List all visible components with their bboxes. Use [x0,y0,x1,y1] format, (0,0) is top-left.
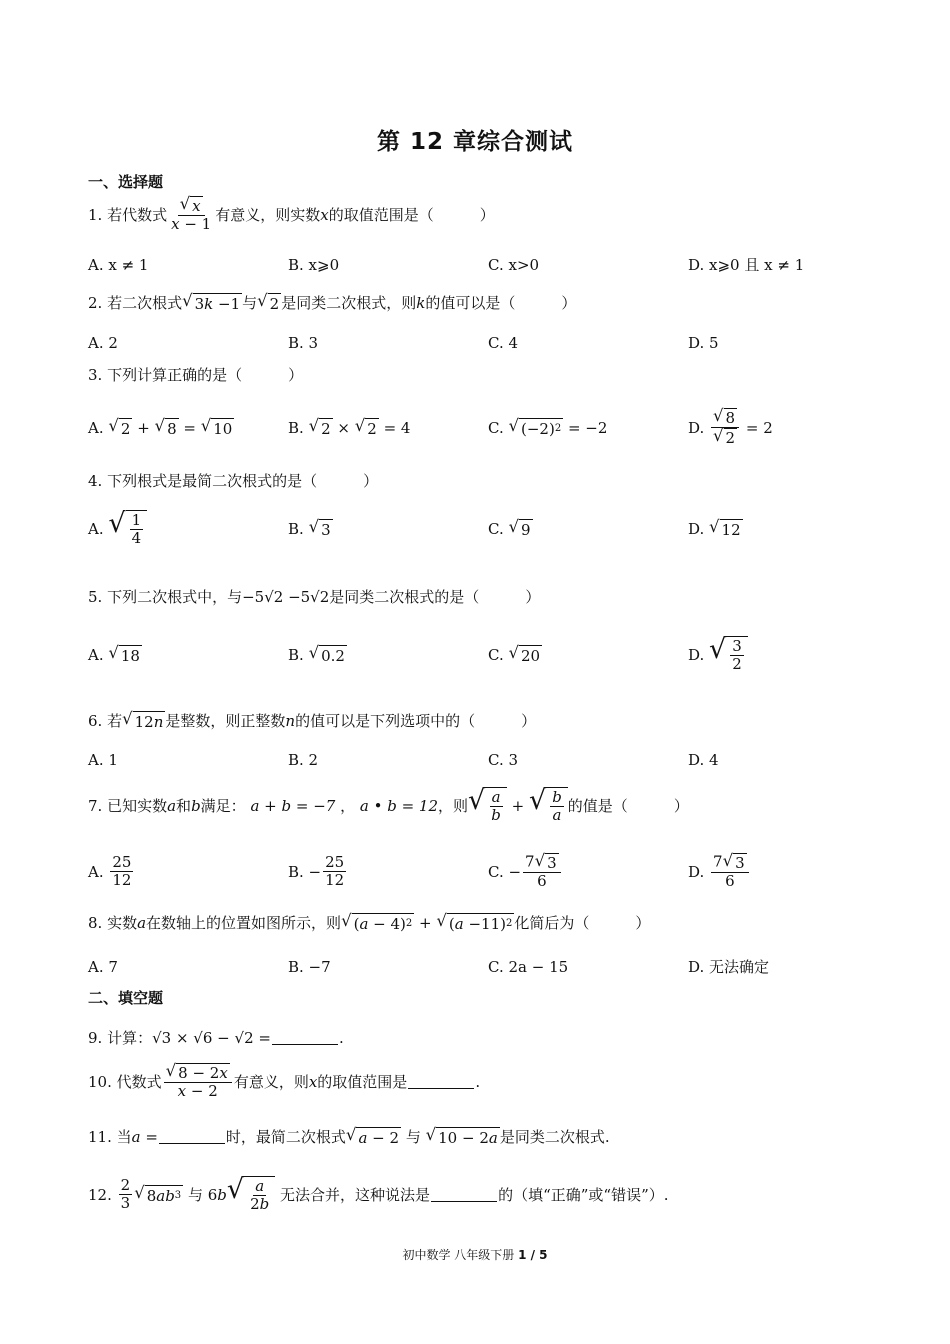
q12-radical-2: √ $\frac{a}{2b}$ [227,1176,275,1214]
q8-radical-1: √ ( a − 4) 2 [341,910,413,933]
question-8: 8. 实数 a 在数轴上的位置如图所示，则 √ ( a − 4) 2 + √ ( a −11) 2 化简后为（ ） [88,910,651,933]
q1-var: x [320,205,329,224]
section-choice-heading: 一、选择题 [88,173,164,191]
q3-options [88,408,888,448]
q4-option-c[interactable]: C. √ 9 [488,516,531,539]
question-3: 3. 下列计算正确的是（ ） [88,366,304,384]
q3-option-a[interactable]: A. √ 2 + √ 8 = √ 10 [88,415,233,438]
q1-fraction: √ x x − 1 [171,194,212,234]
q1-option-c[interactable]: C. x>0 [488,255,540,274]
q4-option-a[interactable]: A. √ $\frac{1}{4}$ [88,510,288,548]
q12-answer-blank[interactable] [431,1187,497,1202]
q7-radical-2: √ $\frac{b}{a}$ [529,787,568,825]
q2-option-b[interactable]: B. 3 [288,334,319,352]
q1-option-b[interactable]: B. x⩾0 [288,255,340,274]
q7-radical-1: √ $\frac{a}{b}$ [468,787,507,825]
q6-option-d[interactable]: D. 4 [688,751,719,769]
q3-option-c[interactable]: C. √ (−2) 2 = −2 [488,415,608,438]
q6-option-c[interactable]: C. 3 [488,751,519,769]
q7-option-a[interactable]: A. $\frac{25}{12}$ [88,853,132,890]
question-10: 10. 代数式 √ 8 − 2 x x − 2 有意义，则 x 的取值范围是 . [88,1061,481,1101]
question-5: 5. 下列二次根式中，与 −5√2 −5√2 是同类二次根式的是（ ） [88,587,541,606]
q4-option-d[interactable]: D. √ 12 [688,516,741,539]
q2-radical-1: √ 3 k −1 [182,290,241,313]
q1-text-mid: 有意义，则实数 [215,206,321,225]
q10-fraction: √ 8 − 2 x x − 2 [164,1063,232,1101]
question-9: 9. 计算： √3 × √6 − √2 = . [88,1028,344,1047]
q7-option-c[interactable]: C. − 7 √ 3 6 [488,853,688,891]
q2-option-d[interactable]: D. 5 [688,334,719,352]
page-footer [0,1246,950,1263]
q8-option-d[interactable]: D. 无法确定 [688,958,770,976]
q2-option-c[interactable]: C. 4 [488,334,519,352]
q8-option-b[interactable]: B. −7 [288,957,331,976]
q5-option-b[interactable]: B. √ 0.2 [288,642,345,665]
q4-option-b[interactable]: B. √ 3 [288,516,331,539]
q7-option-b[interactable]: B. − $\frac{25}{12}$ [288,853,345,890]
q1-option-a[interactable]: A. x ≠ 1 [88,255,149,274]
q3-option-d[interactable]: D. √ 8 √ 2 = 2 [688,406,773,448]
q5-option-d[interactable]: D. √ $\frac{3}{2}$ [688,636,888,674]
q11-answer-blank[interactable] [159,1129,225,1144]
question-11: 11. 当 a = 时，最简二次根式 √ a − 2 与 √ 10 − 2 a 是同类二次根式. [88,1124,610,1147]
q2-option-a[interactable]: A. 2 [88,334,118,352]
q1-text-pre: 1. 若代数式 [88,206,168,225]
page-number: 1 / 5 [518,1248,548,1262]
q6-options [88,751,888,769]
q9-expression: √3 × √6 − √2 = [152,1028,271,1047]
q2-radical-2: √ 2 [257,290,280,313]
question-4: 4. 下列根式是最简二次根式的是（ ） [88,472,379,490]
q5-expression: −5√2 −5√2 [242,587,330,606]
q2-options [88,334,888,352]
q1-options [88,254,888,275]
q5-option-a[interactable]: A. √ 18 [88,642,140,665]
q4-options [88,510,888,548]
q3-option-b[interactable]: B. √ 2 × √ 2 = 4 [288,415,411,438]
q12-fraction: $\frac{2}{3}$ [120,1176,131,1213]
q1-text-post: 的取值范围是（ [328,206,434,225]
q5-option-c[interactable]: C. √ 20 [488,642,541,665]
q8-option-c[interactable]: C. 2a − 15 [488,957,569,976]
footer-course: 初中数学 八年级下册 [402,1248,519,1262]
q11-radical-2: √ 10 − 2 a [425,1124,498,1147]
question-7: 7. 已知实数 a 和 b 满足： a + b = −7 ， a • b = 12 ，则 √ $\frac{a}{b}$ + √ $\frac{b}{a}$ 的值是（ ） [88,785,689,825]
page-title: 第 12 章综合测试 [376,129,574,155]
q10-answer-blank[interactable] [408,1074,474,1089]
q7-option-d[interactable]: D. 7 √ 3 6 [688,853,888,891]
q7-options [88,853,888,891]
q1-option-d[interactable]: D. x⩾0 且 x ≠ 1 [688,256,805,274]
q8-option-a[interactable]: A. 7 [88,957,118,976]
section-fill-heading: 二、填空题 [88,989,164,1007]
q12-radical-1: √ 8 ab 3 [134,1182,182,1205]
q6-option-b[interactable]: B. 2 [288,751,319,769]
question-1: 1. 若代数式 √ x x − 1 有意义，则实数 x 的取值范围是（ ） [88,194,495,234]
q9-answer-blank[interactable] [272,1030,338,1045]
question-12: 12. $\frac{2}{3}$ √ 8 ab 3 与 6 b √ $\frac{a}{2b}$ 无法合并，这种说法是 的（填“正确”或“错误”）. [88,1174,669,1214]
question-2: 2. 若二次根式 √ 3 k −1 与 √ 2 是同类二次根式，则 k 的值可以是（ ） [88,290,577,313]
question-6: 6. 若 √ 12 n 是整数，则正整数 n 的值可以是下列选项中的（ ） [88,708,537,731]
q5-options [88,636,888,674]
q11-radical-1: √ a − 2 [345,1124,400,1147]
q6-option-a[interactable]: A. 1 [88,751,118,769]
q8-options [88,956,888,977]
q8-radical-2: √ ( a −11) 2 [436,910,513,933]
q6-radical: √ 12 n [122,708,164,731]
